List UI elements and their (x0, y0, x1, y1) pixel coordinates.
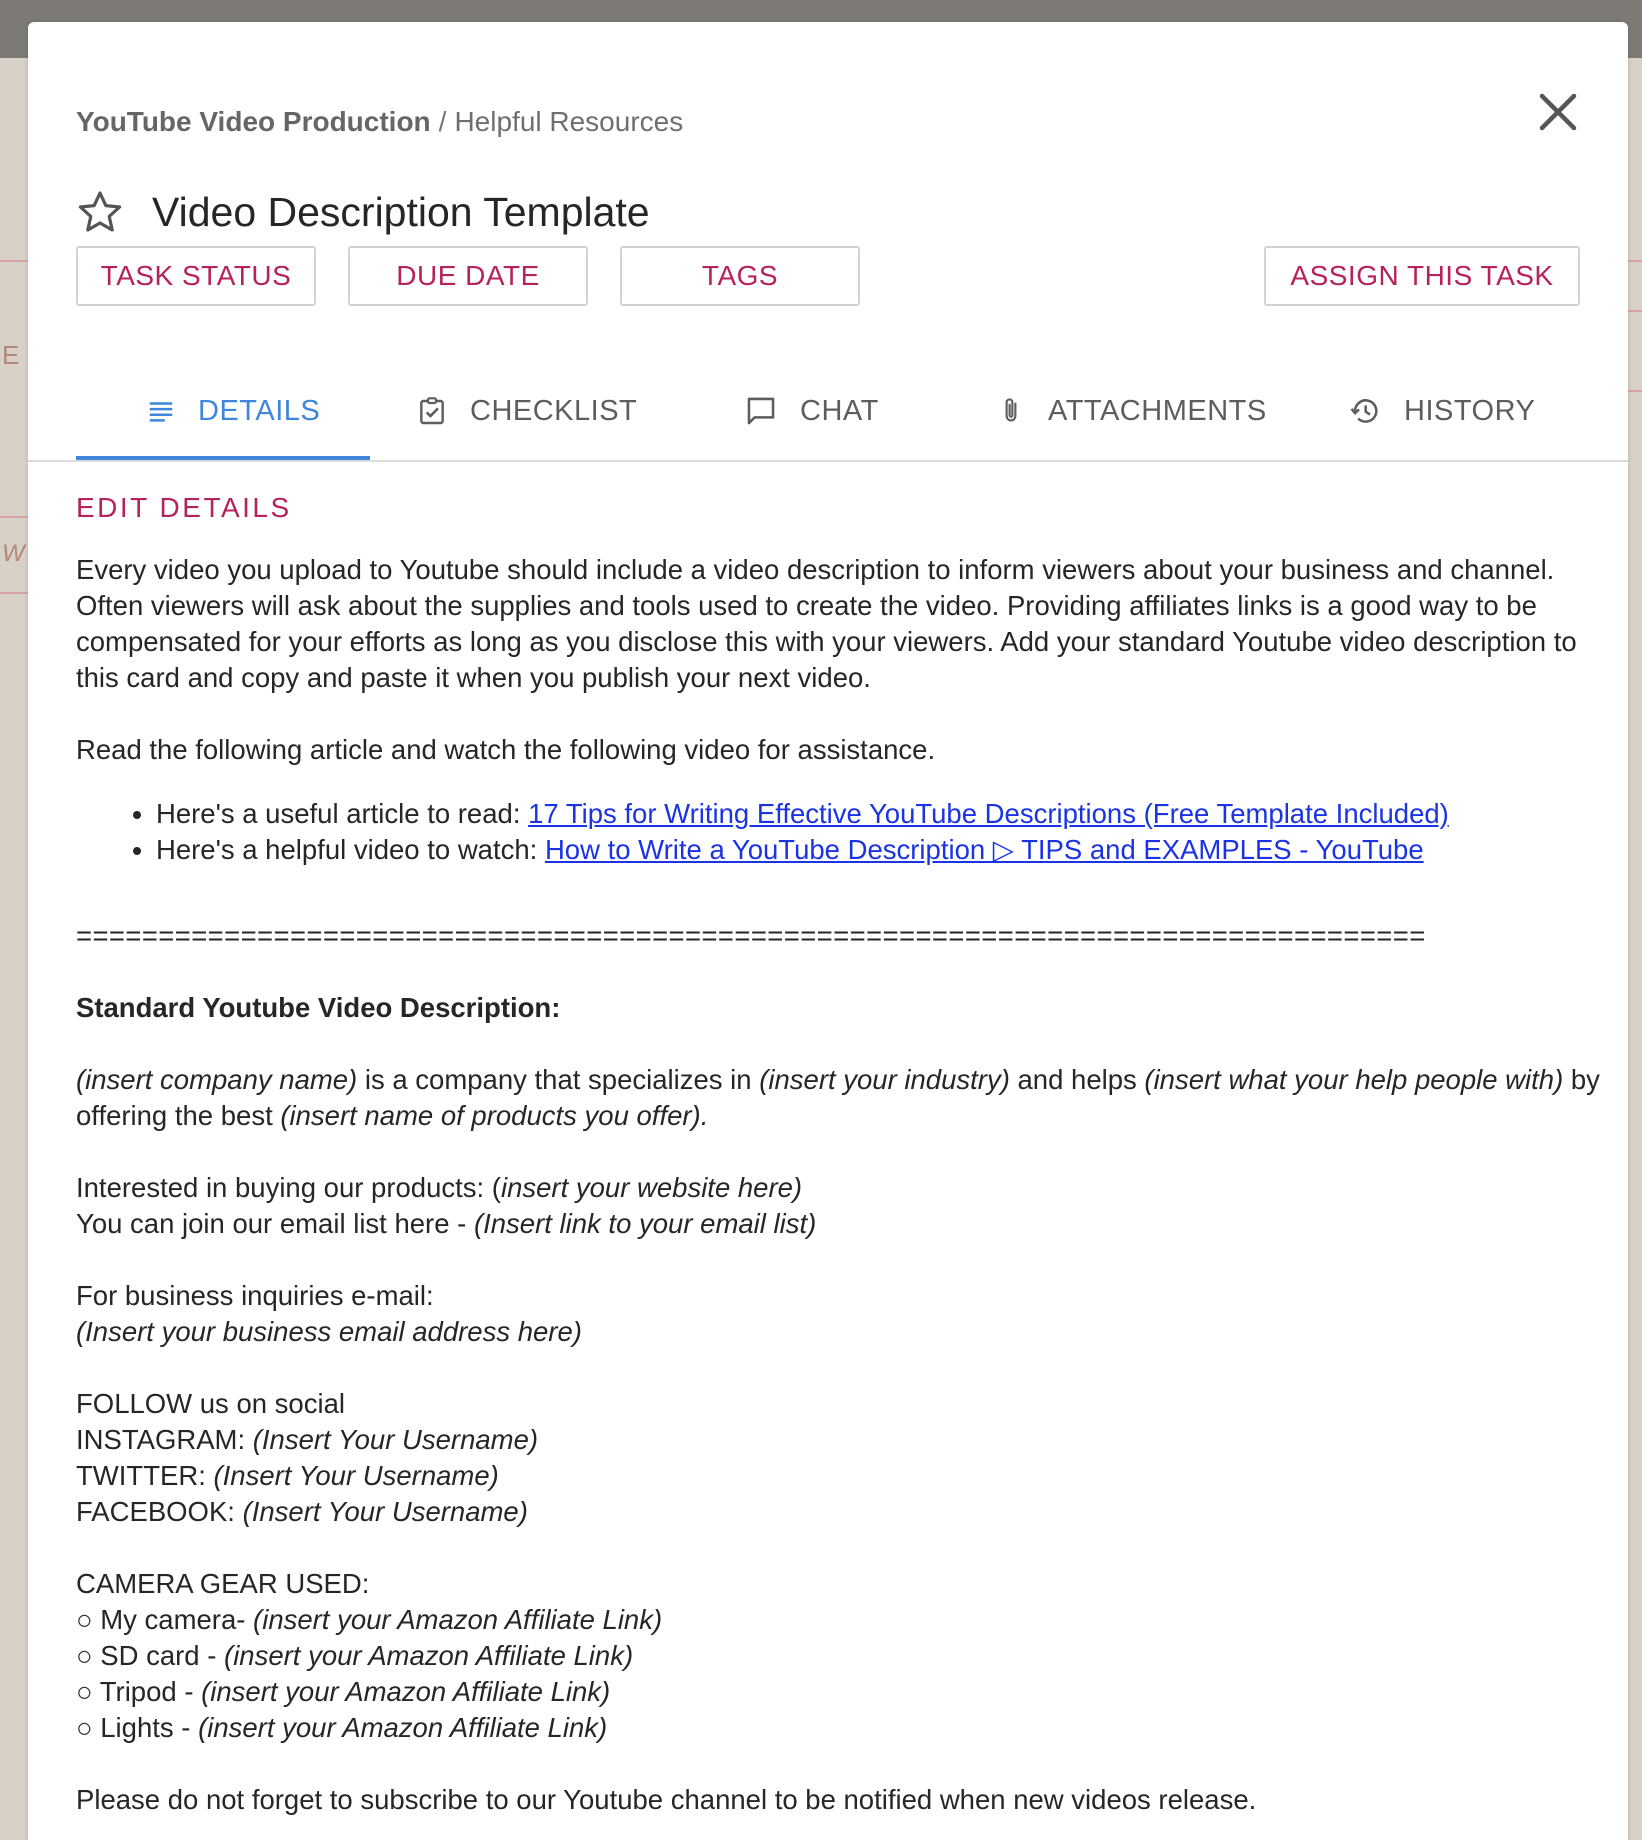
tab-bar (28, 362, 1628, 462)
social-label: FACEBOOK: (76, 1496, 243, 1527)
list-item (156, 796, 1606, 832)
placeholder-text: insert your website here) (500, 1172, 803, 1203)
tab-label: ATTACHMENTS (1048, 394, 1267, 427)
social-line (76, 1422, 1606, 1458)
breadcrumb (76, 106, 683, 138)
placeholder-text: (Insert Your Username) (242, 1496, 528, 1527)
task-title[interactable]: Video Description Template (152, 188, 650, 235)
closing-line: Please do not forget to subscribe to our Youtube channel to be notified when new videos release. (76, 1784, 1257, 1815)
background-divider (0, 260, 28, 262)
history-icon (1348, 394, 1382, 428)
breadcrumb-separator: / (438, 106, 447, 137)
camera-heading: CAMERA GEAR USED: (76, 1568, 370, 1599)
social-label: TWITTER: (76, 1460, 214, 1491)
text-divider: ================================================================================== (76, 920, 1426, 951)
placeholder-text: (insert your Amazon Affiliate Link) (201, 1676, 611, 1707)
paperclip-icon (996, 394, 1026, 428)
follow-heading: FOLLOW us on social (76, 1388, 345, 1419)
placeholder-text: (Insert Your Username) (213, 1460, 499, 1491)
read-prompt: Read the following article and watch the following video for assistance. (76, 734, 936, 765)
tags-button[interactable]: TAGS (620, 246, 860, 306)
placeholder-text: (Insert link to your email list) (473, 1208, 817, 1239)
background-divider (1628, 390, 1642, 392)
tab-chat[interactable] (744, 362, 879, 460)
placeholder-text: (insert your Amazon Affiliate Link) (253, 1604, 663, 1635)
background-divider (0, 592, 28, 594)
background-divider (1628, 310, 1642, 312)
body-text: Interested in buying our products: ( (76, 1172, 501, 1203)
article-link[interactable]: 17 Tips for Writing Effective YouTube Descriptions (Free Template Included) (528, 798, 1449, 829)
gear-label: ○ Lights - (76, 1712, 199, 1743)
placeholder-text: (insert your Amazon Affiliate Link) (198, 1712, 608, 1743)
resource-list (76, 796, 1606, 868)
gear-label: ○ SD card - (76, 1640, 225, 1671)
placeholder-text: (insert company name) (76, 1064, 358, 1095)
breadcrumb-section[interactable]: Helpful Resources (454, 106, 684, 137)
body-text: and helps (1009, 1064, 1145, 1095)
gear-label: ○ My camera- (76, 1604, 254, 1635)
list-item (156, 832, 1606, 868)
placeholder-text: (insert your industry) (759, 1064, 1010, 1095)
gear-line (76, 1674, 1606, 1710)
task-detail-modal (28, 22, 1628, 1840)
email-list-line (76, 1206, 1606, 1242)
placeholder-text: (insert your Amazon Affiliate Link) (224, 1640, 634, 1671)
tab-attachments[interactable] (996, 362, 1267, 460)
gear-line (76, 1602, 1606, 1638)
tab-history[interactable] (1348, 362, 1535, 460)
placeholder-text: (insert name of products you offer). (280, 1100, 709, 1131)
buy-line (76, 1170, 1606, 1206)
template-heading: Standard Youtube Video Description: (76, 992, 561, 1023)
gear-label: ○ Tripod - (76, 1676, 202, 1707)
active-tab-indicator (76, 456, 370, 460)
placeholder-text: (Insert your business email address here) (76, 1316, 582, 1347)
title-row (76, 182, 650, 242)
due-date-button[interactable]: DUE DATE (348, 246, 588, 306)
background-divider (1628, 260, 1642, 262)
tab-details[interactable] (146, 362, 320, 460)
assign-task-button[interactable]: ASSIGN THIS TASK (1264, 246, 1580, 306)
checklist-icon (416, 395, 448, 427)
star-icon[interactable] (76, 188, 124, 236)
body-text: by offering the best (76, 1064, 1600, 1131)
social-line (76, 1458, 1606, 1494)
placeholder-text: (insert what your help people with) (1144, 1064, 1564, 1095)
chat-bubble-icon (744, 394, 778, 428)
video-link[interactable]: How to Write a YouTube Description ▷ TIPS and EXAMPLES - YouTube (544, 834, 1424, 865)
body-text: You can join our email list here - (76, 1208, 474, 1239)
body-text: is a company that specializes in (357, 1064, 760, 1095)
resource-prefix: Here's a helpful video to watch: (156, 834, 545, 865)
tab-checklist[interactable] (416, 362, 637, 460)
gear-line (76, 1710, 1606, 1746)
tab-label: HISTORY (1404, 394, 1536, 427)
task-status-button[interactable]: TASK STATUS (76, 246, 316, 306)
social-label: INSTAGRAM: (76, 1424, 253, 1455)
gear-line (76, 1638, 1606, 1674)
tab-label: CHECKLIST (470, 394, 638, 427)
background-board-left (0, 58, 28, 1840)
background-letter: W (2, 540, 25, 567)
details-lines-icon (146, 396, 176, 426)
background-board-right (1628, 58, 1642, 1840)
background-divider (0, 516, 28, 518)
placeholder-text: (Insert Your Username) (252, 1424, 539, 1455)
company-line (76, 1062, 1606, 1134)
intro-paragraph: Every video you upload to Youtube should include a video description to inform viewers about your business and channel. Often viewers will ask about the supplies and tools used to create the video. Providing affiliates links is a good way to be compensated for your efforts as long as you disclose this with your viewers. Add your standard Youtube video description to this card and copy and paste it when you publish your next video. (76, 554, 1577, 693)
background-letter: E (2, 340, 20, 370)
edit-details-link[interactable]: EDIT DETAILS (76, 492, 292, 523)
tab-label: CHAT (800, 394, 879, 427)
social-line (76, 1494, 1606, 1530)
business-inquiries-label: For business inquiries e-mail: (76, 1280, 434, 1311)
breadcrumb-project[interactable]: YouTube Video Production (76, 106, 431, 137)
close-icon[interactable] (1530, 84, 1586, 140)
tab-label: DETAILS (198, 394, 321, 427)
task-description (76, 552, 1606, 1818)
business-inquiries-placeholder (76, 1314, 1606, 1350)
resource-prefix: Here's a useful article to read: (156, 798, 529, 829)
